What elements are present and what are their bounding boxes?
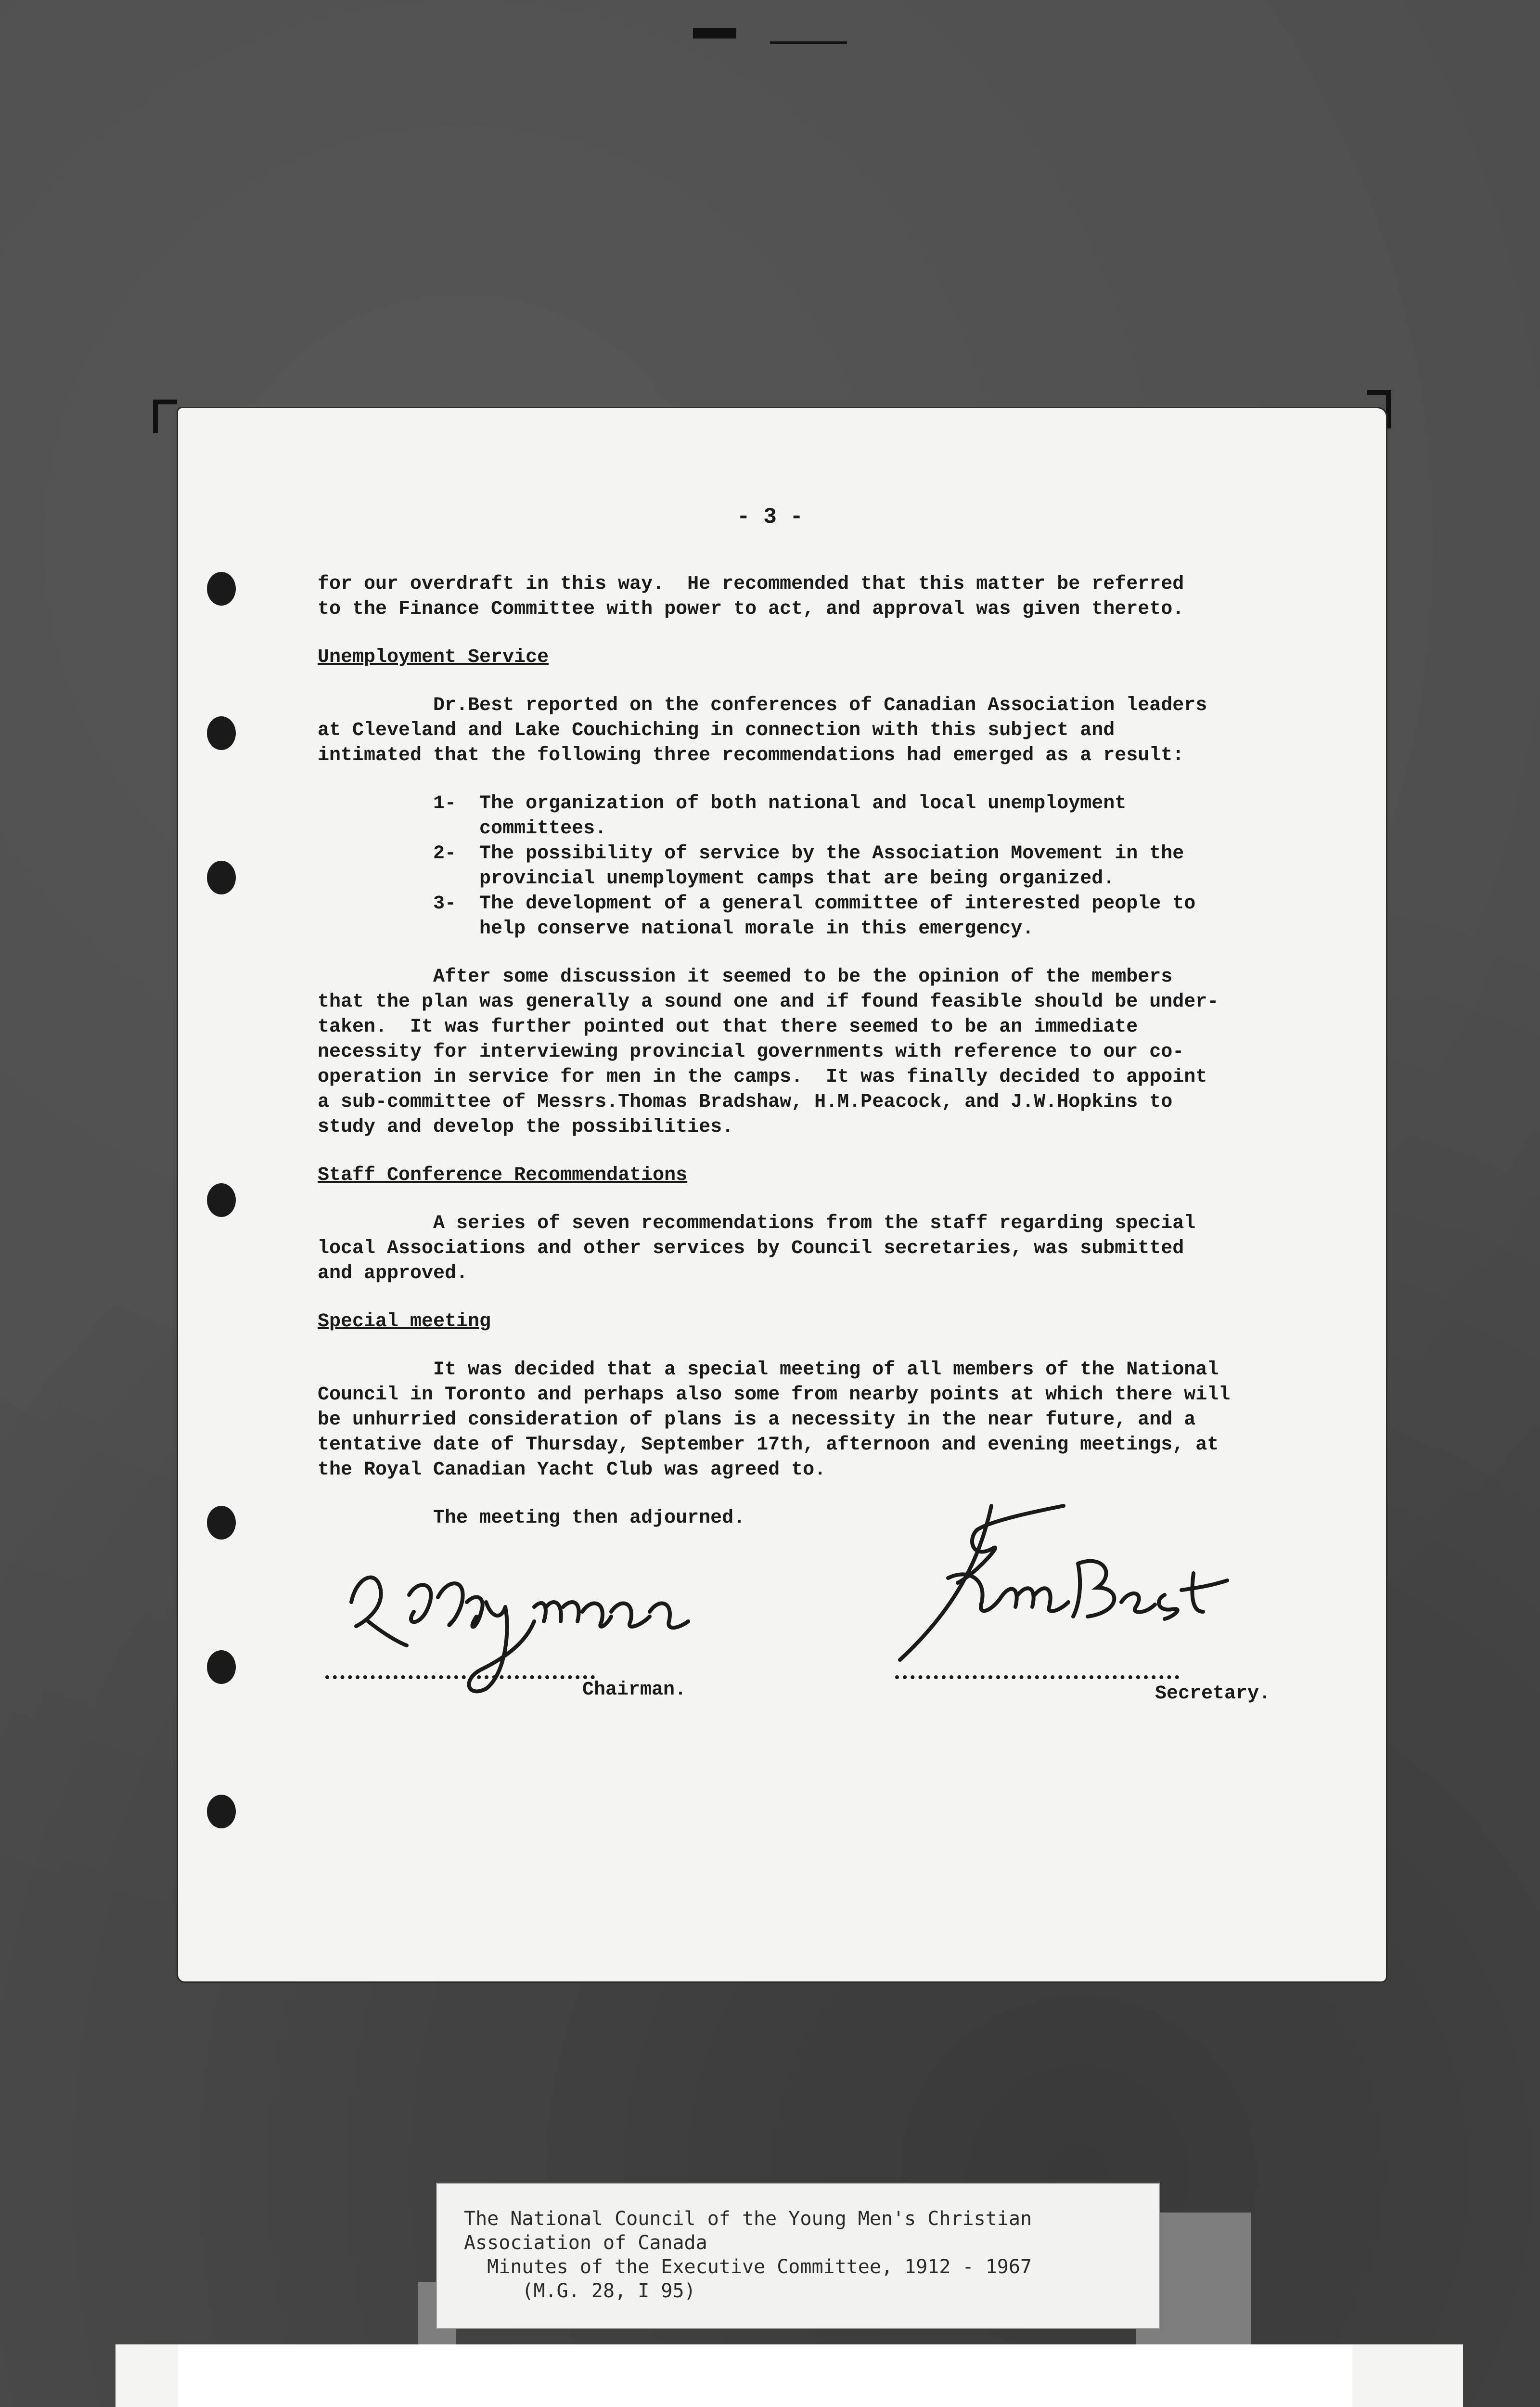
label-line: (M.G. 28, I 95): [464, 2280, 696, 2302]
body-line: the Royal Canadian Yacht Club was agreed to.: [318, 1459, 826, 1481]
scan-mark: [770, 41, 847, 44]
body-line: After some discussion it seemed to be the opinion of the members: [318, 966, 1173, 988]
body-line: a sub-committee of Messrs.Thomas Bradshaw, H.M.Peacock, and J.W.Hopkins to: [318, 1091, 1173, 1113]
section-heading: Special meeting: [318, 1311, 491, 1333]
punch-hole: [207, 1506, 236, 1540]
chairman-signature-line: [325, 1675, 595, 1679]
body-line: be unhurried consideration of plans is a necessity in the near future, and a: [318, 1409, 1196, 1431]
punch-hole: [207, 572, 236, 606]
body-line: 3- The development of a general committee of interested people to: [318, 893, 1196, 915]
secretary-label: Secretary.: [1155, 1683, 1271, 1705]
archive-label-card: [437, 2184, 1159, 2328]
body-line: committees.: [318, 818, 607, 840]
secretary-signature: [895, 1491, 1328, 1694]
label-line: Association of Canada: [464, 2232, 707, 2254]
paragraph-gap: [318, 670, 1314, 693]
body-line: Council in Toronto and perhaps also some from nearby points at which there will: [318, 1384, 1231, 1406]
paragraph-gap: [318, 1286, 1314, 1309]
punch-hole: [207, 716, 236, 750]
document-page: [178, 408, 1386, 1981]
chairman-signature-block: [322, 1549, 756, 1703]
minutes-body: [318, 572, 1314, 1531]
body-line: necessity for interviewing provincial governments with reference to our co-: [318, 1041, 1184, 1063]
section-heading: Unemployment Service: [318, 647, 549, 668]
body-line: to the Finance Committee with power to act, and approval was given thereto.: [318, 598, 1184, 620]
punch-hole: [207, 1650, 236, 1684]
body-line: help conserve national morale in this emergency.: [318, 918, 1034, 940]
page-number: - 3 -: [736, 505, 804, 530]
corner-bracket: [153, 400, 158, 433]
body-line: that the plan was generally a sound one and if found feasible should be under-: [318, 991, 1219, 1013]
scan-mark: [693, 28, 736, 39]
body-line: local Associations and other services by Council secretaries, was submitted: [318, 1238, 1184, 1259]
body-line: A series of seven recommendations from the staff regarding special: [318, 1213, 1196, 1234]
body-line: for our overdraft in this way. He recommended that this matter be referred: [318, 573, 1184, 595]
body-line: at Cleveland and Lake Couchiching in connection with this subject and: [318, 720, 1115, 741]
body-line: intimated that the following three recommendations had emerged as a result:: [318, 745, 1184, 766]
body-line: study and develop the possibilities.: [318, 1116, 734, 1138]
body-line: taken. It was further pointed out that there seemed to be an immediate: [318, 1016, 1138, 1038]
paragraph-gap: [318, 1188, 1314, 1211]
body-line: tentative date of Thursday, September 17th, afternoon and evening meetings, at: [318, 1434, 1219, 1456]
body-line: 1- The organization of both national and local unemployment: [318, 793, 1127, 815]
paragraph-gap: [318, 1140, 1314, 1163]
paragraph-gap: [318, 942, 1314, 965]
secretary-signature-line: [895, 1675, 1179, 1679]
public-archives-card: [116, 2344, 1463, 2407]
secretary-signature-block: [895, 1491, 1328, 1694]
body-line: Dr.Best reported on the conferences of Canadian Association leaders: [318, 695, 1207, 716]
paragraph-gap: [318, 622, 1314, 645]
body-line: provincial unemployment camps that are being organized.: [318, 868, 1115, 890]
chairman-label: Chairman.: [582, 1679, 687, 1701]
body-line: and approved.: [318, 1263, 468, 1284]
chairman-signature: [322, 1549, 756, 1703]
corner-bracket: [1386, 390, 1391, 428]
public-archives-card-face: [178, 2344, 1352, 2407]
body-line: It was decided that a special meeting of all members of the National: [318, 1359, 1219, 1381]
punch-hole: [207, 1183, 236, 1217]
body-line: operation in service for men in the camps. It was finally decided to appoint: [318, 1066, 1207, 1088]
paragraph-gap: [318, 768, 1314, 791]
paragraph-gap: [318, 1334, 1314, 1358]
body-line: 2- The possibility of service by the Association Movement in the: [318, 843, 1184, 865]
punch-hole: [207, 861, 236, 894]
label-line: Minutes of the Executive Committee, 1912 - 1967: [464, 2256, 1032, 2278]
body-line: The meeting then adjourned.: [318, 1507, 745, 1529]
punch-hole: [207, 1795, 236, 1828]
section-heading: Staff Conference Recommendations: [318, 1165, 688, 1186]
label-line: The National Council of the Young Men's Christian: [464, 2208, 1032, 2230]
